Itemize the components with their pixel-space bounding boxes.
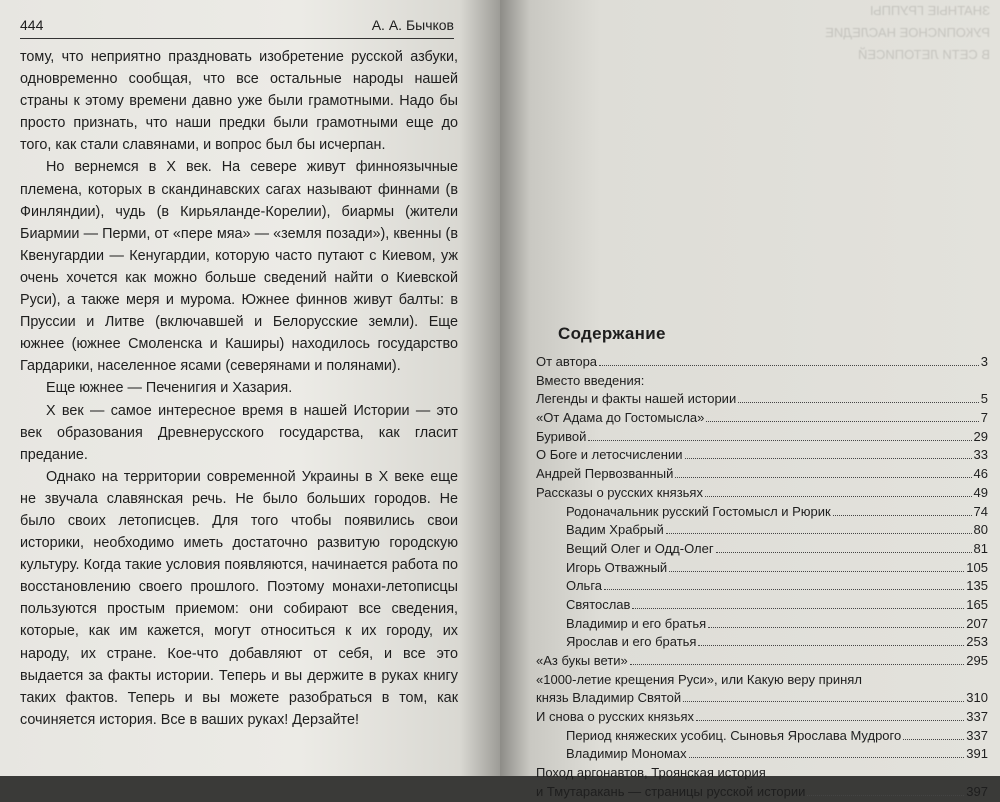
toc-dot-leader xyxy=(630,664,965,665)
body-text xyxy=(20,46,458,731)
toc-entry xyxy=(536,409,988,428)
toc-entry-title: Вадим Храбрый xyxy=(566,522,664,538)
toc-entry-page: 74 xyxy=(973,503,988,519)
toc-entry xyxy=(536,521,988,540)
toc-entry-title: Родоначальник русский Гостомысл и Рюрик xyxy=(566,503,831,519)
toc-entry-title: От автора xyxy=(536,354,598,369)
toc-entry xyxy=(536,390,988,409)
toc-dot-leader xyxy=(666,533,972,534)
toc-entry xyxy=(536,689,988,708)
toc-entry xyxy=(536,484,988,503)
ghost-line: В СЕТИ ЛЕТОПИСЕЙ xyxy=(858,47,990,62)
toc-entry-title: Ольга xyxy=(566,578,603,594)
toc-entry-title: Владимир Мономах xyxy=(566,746,687,762)
toc-entry-title: «1000-летие крещения Руси», или Какую веру принял xyxy=(536,671,862,687)
toc-entry xyxy=(536,615,988,634)
paragraph: X век — самое интересное время в нашей Истории — это век образования Древнерусского государства, как гласит предание. xyxy=(20,402,458,463)
toc-entry-title: Вместо введения: xyxy=(536,372,645,388)
toc-entry-title: Владимир и его братья xyxy=(566,615,707,631)
toc-dot-leader xyxy=(675,477,971,478)
toc-dot-leader xyxy=(708,627,964,628)
toc-entry xyxy=(536,652,988,671)
running-author: А. А. Бычков xyxy=(371,17,454,33)
toc-entry-title: И снова о русских князьях xyxy=(536,709,694,725)
toc-entry-page: 310 xyxy=(966,690,988,706)
toc-entry-title: О Боге и летосчислении xyxy=(536,447,683,463)
toc-entry-title: Святослав xyxy=(566,596,631,612)
toc-dot-leader xyxy=(696,720,964,721)
toc-entry-title: «От Адама до Гостомысла» xyxy=(536,410,705,426)
toc-entry-page: 295 xyxy=(966,653,988,668)
toc-dot-leader xyxy=(698,645,964,646)
toc-dot-leader xyxy=(669,571,964,572)
toc-entry xyxy=(536,540,988,559)
toc-entry-page: 337 xyxy=(966,709,988,725)
toc-entry-page: 7 xyxy=(980,410,988,426)
running-head xyxy=(20,16,454,39)
paragraph: Однако на территории современной Украины в X веке еще не звучала славянская речь. Не было больших городов. Не было своих летописцев. Для того чтобы появились свои историки, необходимо иметь достаточно развитую городскую культуру. Когда такие условия появляются, начинается работа по восстановлению своего прошлого. Поэтому монахи-летописцы пользуются простым приемом: они собирают все сведения, которые, как им кажется, могут относиться к их городу, их народу, их стране. Кое-что добавляют от себя, и все это выдается за факты истории. Теперь и вы держите в руках книгу таких фактов. Теперь и вы можете разобраться в том, как сочиняется история. Все в ваших руках! Дерзайте! xyxy=(20,468,458,728)
ghost-line: ЗНАТНЫЕ ГРУППЫ xyxy=(870,3,990,18)
toc-entry-page: 29 xyxy=(973,428,988,444)
toc-dot-leader xyxy=(685,458,972,459)
toc-dot-leader xyxy=(604,589,964,590)
toc-entry-title: Ярослав и его братья xyxy=(566,634,697,650)
toc-entry-page: 397 xyxy=(966,783,988,799)
toc-entry xyxy=(536,783,988,802)
toc-entry-page: 33 xyxy=(973,447,988,463)
toc-dot-leader xyxy=(738,402,979,403)
toc-entry-title: «Аз букы вети» xyxy=(536,653,628,668)
toc-entry xyxy=(536,633,988,652)
toc-entry xyxy=(536,503,988,522)
toc-entry xyxy=(536,353,988,372)
toc-entry-page: 253 xyxy=(966,634,988,650)
toc-entry-title: Вещий Олег и Одд-Олег xyxy=(566,540,714,556)
toc-entry-page: 46 xyxy=(973,466,988,482)
toc-entry xyxy=(536,577,988,596)
toc-entry-page: 135 xyxy=(966,578,988,594)
toc-dot-leader xyxy=(599,365,979,366)
toc-dot-leader xyxy=(683,701,964,702)
toc-entry xyxy=(536,671,988,690)
toc-entry-title: князь Владимир Святой xyxy=(536,690,682,706)
toc-entry-page: 5 xyxy=(980,391,988,407)
page-number: 444 xyxy=(20,17,44,33)
toc-entry xyxy=(536,559,988,578)
toc-dot-leader xyxy=(588,440,971,441)
toc-entry-title: Поход аргонавтов, Троянская история xyxy=(536,765,766,781)
table-of-contents xyxy=(536,353,988,802)
toc-entry xyxy=(536,465,988,484)
toc-dot-leader xyxy=(833,515,972,516)
toc-dot-leader xyxy=(689,757,965,758)
ghost-line: РУКОПИСНОЕ НАСЛЕДИЕ xyxy=(825,25,990,40)
toc-entry-page: 80 xyxy=(973,522,988,538)
toc-entry xyxy=(536,372,988,391)
toc-entry-title: Легенды и факты нашей истории xyxy=(536,391,737,407)
right-page xyxy=(500,0,1000,799)
toc-entry xyxy=(536,428,988,447)
toc-dot-leader xyxy=(705,496,972,497)
toc-entry xyxy=(536,446,988,465)
toc-entry-title: Игорь Отважный xyxy=(566,559,668,575)
toc-entry-page: 391 xyxy=(966,746,988,762)
bleed-through-text xyxy=(540,0,990,310)
toc-entry xyxy=(536,745,988,764)
toc-entry-page: 337 xyxy=(966,727,988,743)
contents-title: Содержание xyxy=(558,324,666,343)
toc-entry-title: и Тмутаракань — страницы русской истории xyxy=(536,783,806,799)
toc-entry-page: 165 xyxy=(966,596,988,612)
paragraph: Но вернемся в X век. На севере живут финноязычные племена, которых в скандинавских сагах называют финнами (в Финляндии), чудь (в Кирьяланде-Корелии), биармы (жители Биармии — Перми, от «пере мяа» — «земля позади»), квенны (в Квенугардии — Кенугардии, которую часто путают с Киевом, уж очень хочется как можно больше сведений найти о Киевской Руси), а также меря и мурома. Южнее финнов живут балты: в Пруссии и Литве (включавшей и Белорусские земли). Еще южнее (южнее Смоленска и Каширы) находилось государство Гардарики, населенное ясами (северянами и полянами). xyxy=(20,159,458,375)
toc-entry xyxy=(536,764,988,783)
toc-entry-title: Буривой xyxy=(536,428,587,444)
toc-entry-title: Андрей Первозванный xyxy=(536,466,674,482)
paragraph: тому, что неприятно праздновать изобретение русской азбуки, одновременно сообщая, что все остальные народы нашей страны к этому времени давно уже были грамотными. Надо бы просто признать, что наши предки были грамотными еще до того, как стали славянами, и вопрос был бы исчерпан. xyxy=(20,49,458,154)
toc-entry xyxy=(536,727,988,746)
toc-entry xyxy=(536,596,988,615)
toc-entry xyxy=(536,708,988,727)
toc-entry-page: 49 xyxy=(973,484,988,500)
toc-dot-leader xyxy=(706,421,978,422)
paragraph: Еще южнее — Печенигия и Хазария. xyxy=(46,380,293,397)
toc-entry-page: 81 xyxy=(973,540,988,556)
toc-entry-title: Рассказы о русских князьях xyxy=(536,484,703,500)
toc-entry-page: 105 xyxy=(966,559,988,575)
toc-entry-page: 3 xyxy=(980,354,988,369)
toc-dot-leader xyxy=(716,552,972,553)
toc-dot-leader xyxy=(632,608,964,609)
toc-entry-title: Период княжеских усобиц. Сыновья Ярослава Мудрого xyxy=(566,727,902,743)
toc-dot-leader xyxy=(903,739,964,740)
left-page xyxy=(0,0,500,776)
toc-dot-leader xyxy=(807,795,964,796)
toc-entry-page: 207 xyxy=(966,615,988,631)
